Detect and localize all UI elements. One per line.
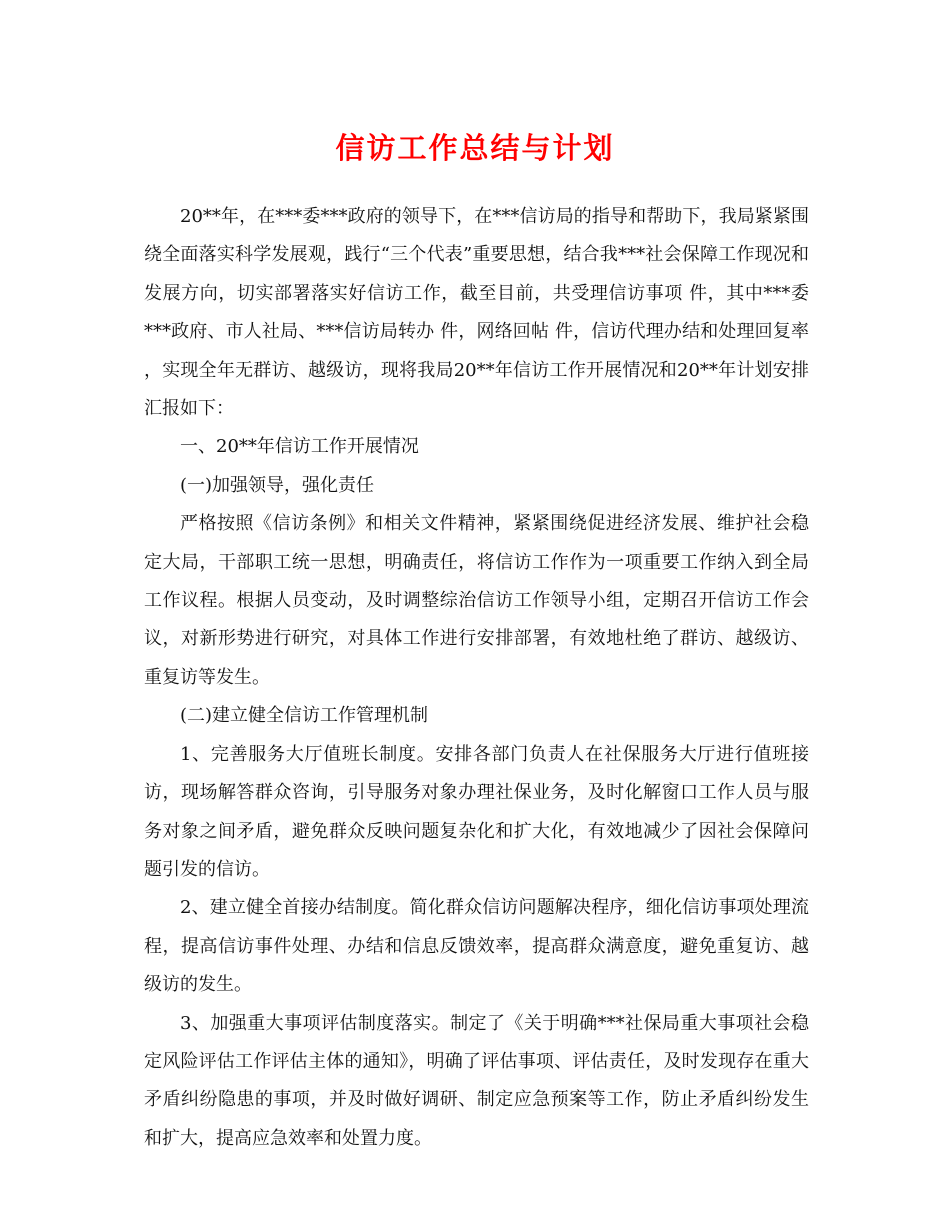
document-title: 信访工作总结与计划 (335, 131, 615, 165)
heading-subsection-2: (二)建立健全信访工作管理机制 (180, 705, 429, 727)
paragraph-item-2: 2、建立健全首接办结制度。简化群众信访问题解决程序，细化信访事项处理流程，提高信访事件处理、办结和信息反馈效率，提高群众满意度，避免重复访、越级访的发生。 (144, 897, 809, 996)
heading-subsection-1: (一)加强领导，强化责任 (180, 474, 375, 496)
paragraph-item-1: 1、完善服务大厅值班长制度。安排各部门负责人在社保服务大厅进行值班接访，现场解答群众咨询，引导服务对象办理社保业务，及时化解窗口工作人员与服务对象之间矛盾，避免群众反映问题复杂化和扩大化，有效地减少了因社会保障问题引发的信访。 (144, 743, 809, 880)
document-body (144, 198, 809, 1158)
paragraph-leadership: 严格按照《信访条例》和相关文件精神，紧紧围绕促进经济发展、维护社会稳定大局，干部职工统一思想，明确责任，将信访工作作为一项重要工作纳入到全局工作议程。根据人员变动，及时调整综治信访工作领导小组，定期召开信访工作会议，对新形势进行研究，对具体工作进行安排部署，有效地杜绝了群访、越级访、重复访等发生。 (144, 513, 809, 688)
heading-section-1: 一、20**年信访工作开展情况 (180, 436, 419, 458)
paragraph-intro: 20**年，在***委***政府的领导下，在***信访局的指导和帮助下，我局紧紧围绕全面落实科学发展观，践行“三个代表”重要思想，结合我***社会保障工作现况和发展方向，切实部署落实好信访工作，截至目前，共受理信访事项 件，其中***委***政府、市人社局、***信访局转办 件，网络回帖 件，信访代理办结和处理回复率 ，实现全年无群访、越级访，现将我局20**年信访工作开展情况和20**年计划安排汇报如下： (144, 206, 809, 420)
paragraph-item-3: 3、加强重大事项评估制度落实。制定了《关于明确***社保局重大事项社会稳定风险评估工作评估主体的通知》，明确了评估事项、评估责任，及时发现存在重大矛盾纠纷隐患的事项，并及时做好调研、制定应急预案等工作，防止矛盾纠纷发生和扩大，提高应急效率和处置力度。 (144, 1012, 809, 1149)
